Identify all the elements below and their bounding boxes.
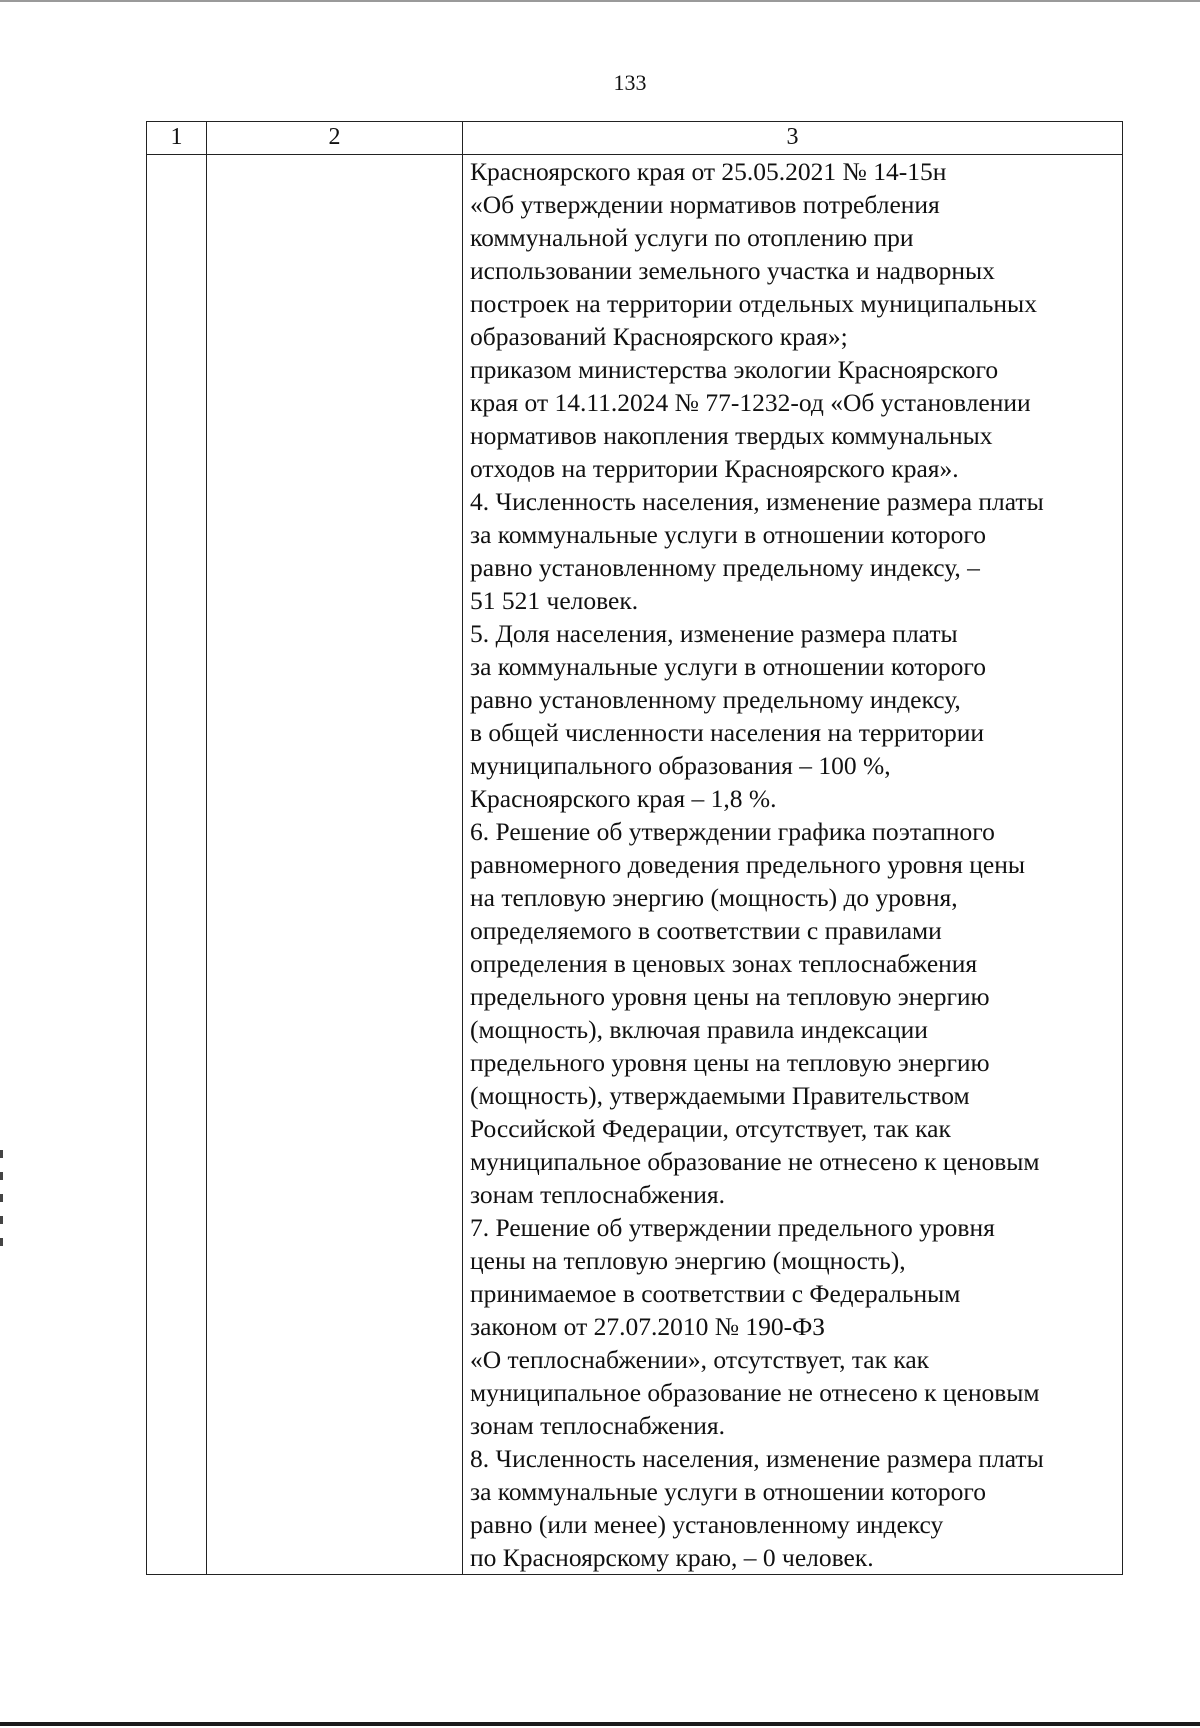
text-line: образований Красноярского края»;	[470, 322, 848, 351]
text-line: муниципального образования – 100 %,	[470, 751, 891, 780]
text-line: коммунальной услуги по отоплению при	[470, 223, 914, 252]
text-line: принимаемое в соответствии с Федеральным	[470, 1279, 961, 1308]
text-line: построек на территории отдельных муниципальных	[470, 289, 1037, 318]
text-line: равно установленному предельному индексу,	[470, 685, 961, 714]
text-line: 8. Численность населения, изменение размера платы	[470, 1444, 1044, 1473]
text-line: в общей численности населения на территории	[470, 718, 985, 747]
text-line: равно (или менее) установленному индексу	[470, 1510, 944, 1539]
text-line: определения в ценовых зонах теплоснабжения	[470, 949, 978, 978]
text-line: 7. Решение об утверждении предельного уровня	[470, 1213, 995, 1242]
text-line: определяемого в соответствии с правилами	[470, 916, 942, 945]
text-line: нормативов накопления твердых коммунальных	[470, 421, 993, 450]
text-line: муниципальное образование не отнесено к ценовым	[470, 1378, 1040, 1407]
text-line: за коммунальные услуги в отношении которого	[470, 520, 986, 549]
text-line: за коммунальные услуги в отношении которого	[470, 652, 986, 681]
text-line: приказом министерства экологии Красноярского	[470, 355, 999, 384]
text-line: за коммунальные услуги в отношении которого	[470, 1477, 986, 1506]
scan-edge-bottom	[0, 1722, 1200, 1726]
text-line: (мощность), включая правила индексации	[470, 1015, 928, 1044]
text-line: «Об утверждении нормативов потребления	[470, 190, 940, 219]
text-line: отходов на территории Красноярского края».	[470, 454, 959, 483]
column-header-2: 2	[207, 122, 463, 155]
text-line: «О теплоснабжении», отсутствует, так как	[470, 1345, 930, 1374]
text-line: 4. Численность населения, изменение размера платы	[470, 487, 1044, 516]
text-line: законом от 27.07.2010 № 190-ФЗ	[470, 1312, 826, 1341]
text-line: зонам теплоснабжения.	[470, 1411, 725, 1440]
cell-col-2	[207, 155, 463, 1575]
column-header-3: 3	[463, 122, 1123, 155]
text-line: равномерного доведения предельного уровня цены	[470, 850, 1026, 879]
cell-col-3	[463, 155, 1123, 1575]
text-line: использовании земельного участка и надворных	[470, 256, 995, 285]
text-line: Красноярского края – 1,8 %.	[470, 784, 777, 813]
text-line: 51 521 человек.	[470, 586, 639, 615]
document-table	[146, 121, 1123, 1575]
cell-col-1	[147, 155, 207, 1575]
text-line: по Красноярскому краю, – 0 человек.	[470, 1543, 874, 1572]
text-line: 6. Решение об утверждении графика поэтапного	[470, 817, 995, 846]
text-line: (мощность), утверждаемыми Правительством	[470, 1081, 970, 1110]
text-line: предельного уровня цены на тепловую энергию	[470, 1048, 990, 1077]
page-number: 133	[613, 70, 647, 95]
scan-edge-top	[0, 0, 1200, 2]
text-line: Красноярского края от 25.05.2021 № 14-15н	[470, 157, 947, 186]
text-line: края от 14.11.2024 № 77-1232-од «Об установлении	[470, 388, 1031, 417]
table-header-row	[147, 122, 1123, 155]
text-line: равно установленному предельному индексу, –	[470, 553, 980, 582]
text-line: муниципальное образование не отнесено к ценовым	[470, 1147, 1040, 1176]
text-line: 5. Доля населения, изменение размера платы	[470, 619, 958, 648]
text-line: зонам теплоснабжения.	[470, 1180, 725, 1209]
text-line: цены на тепловую энергию (мощность),	[470, 1246, 906, 1275]
scan-margin-marks	[0, 1150, 3, 1270]
table-row	[147, 155, 1123, 1575]
column-header-1: 1	[147, 122, 207, 155]
text-line: Российской Федерации, отсутствует, так как	[470, 1114, 951, 1143]
text-line: на тепловую энергию (мощность) до уровня,	[470, 883, 958, 912]
text-line: предельного уровня цены на тепловую энергию	[470, 982, 990, 1011]
